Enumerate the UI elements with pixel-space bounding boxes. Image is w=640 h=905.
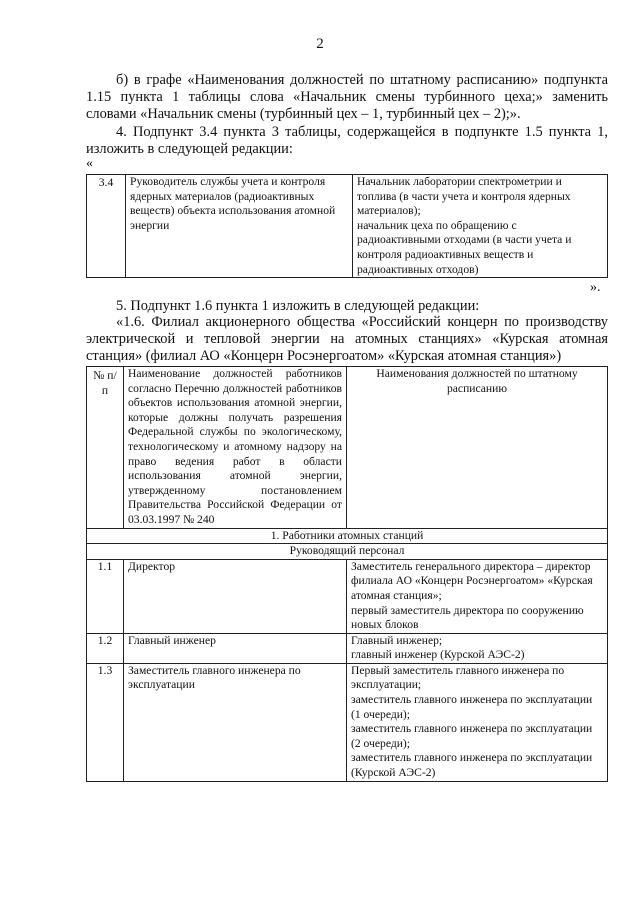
header-row [87, 367, 608, 529]
staff-line: Главный инженер; [351, 633, 443, 647]
staff-line: начальник цеха по обращению с радиоактивными отходами (в части учета и контроля радиоактивных веществ и радиоактивных отходов) [357, 218, 572, 276]
subsection-row [87, 544, 608, 560]
staff-cell [347, 559, 608, 633]
section-row [87, 528, 608, 544]
section-title: 1. Работники атомных станций [87, 528, 608, 544]
header-staff: Наименования должностей по штатному расписанию [347, 367, 608, 529]
row-number: 1.1 [87, 559, 124, 633]
page-number: 2 [316, 36, 324, 52]
table-row [87, 559, 608, 633]
table-row [87, 175, 608, 278]
staff-cell [347, 633, 608, 663]
position-cell: Руководитель службы учета и контроля ядерных материалов (радиоактивных веществ) объекта использования атомной энергии [126, 175, 353, 278]
paragraph-4: 4. Подпункт 3.4 пункта 3 таблицы, содержащейся в подпункте 1.5 пункта 1, изложить в следующей редакции: [86, 124, 608, 158]
staff-line: Заместитель генерального директора – директор филиала АО «Концерн Росэнергоатом» «Курская атомная станция»; [351, 559, 593, 602]
paragraph-1-6: «1.6. Филиал акционерного общества «Российский концерн по производству электрической и тепловой энергии на атомных станциях» «Курская атомная станция» (филиал АО «Концерн Росэнергоатом» «Курская атомная станция») [86, 314, 608, 365]
opening-quote: « [86, 156, 93, 171]
staff-cell [347, 663, 608, 781]
row-number: 1.2 [87, 633, 124, 663]
staff-line: заместитель главного инженера по эксплуатации (2 очереди); [351, 722, 593, 750]
staff-line: Первый заместитель главного инженера по эксплуатации; [351, 663, 565, 692]
table-subpoint-1-6 [86, 366, 608, 782]
staff-line: первый заместитель директора по сооружению новых блоков [351, 603, 584, 632]
closing-quote: ». [590, 280, 601, 295]
header-position: Наименование должностей работников согласно Перечню должностей работников объектов использования атомной энергии, которые должны получать разрешения Федеральной службы по экологическому, технологическому и атомному надзору на право ведения работ в области использования атомной энергии, утвержденному постановлением Правительства Российской Федерации от 03.03.1997 № 240 [124, 367, 347, 529]
header-num: № п/п [87, 367, 124, 529]
staff-line: заместитель главного инженера по эксплуатации (Курской АЭС-2) [351, 751, 593, 780]
row-number: 1.3 [87, 663, 124, 781]
staff-line: Начальник лаборатории спектрометрии и топлива (в части учета и контроля ядерных материалов); [357, 175, 571, 218]
staff-line: главный инженер (Курской АЭС-2) [351, 648, 525, 662]
position-cell: Главный инженер [124, 633, 347, 663]
row-number: 3.4 [87, 175, 126, 278]
table-row [87, 633, 608, 663]
subsection-title: Руководящий персонал [87, 544, 608, 560]
paragraph-5: 5. Подпункт 1.6 пункта 1 изложить в следующей редакции: [116, 298, 480, 314]
table-subpoint-3-4 [86, 174, 608, 278]
position-cell: Заместитель главного инженера по эксплуатации [124, 663, 347, 781]
staff-cell [353, 175, 608, 278]
staff-line: заместитель главного инженера по эксплуатации (1 очереди); [351, 693, 593, 721]
table-row [87, 663, 608, 781]
position-cell: Директор [124, 559, 347, 633]
paragraph-b: б) в графе «Наименования должностей по штатному расписанию» подпункта 1.15 пункта 1 таблицы слова «Начальник смены турбинного цеха;» заменить словами «Начальник смены (турбинный цех – 1, турбинный цех – 2);». [86, 72, 608, 123]
